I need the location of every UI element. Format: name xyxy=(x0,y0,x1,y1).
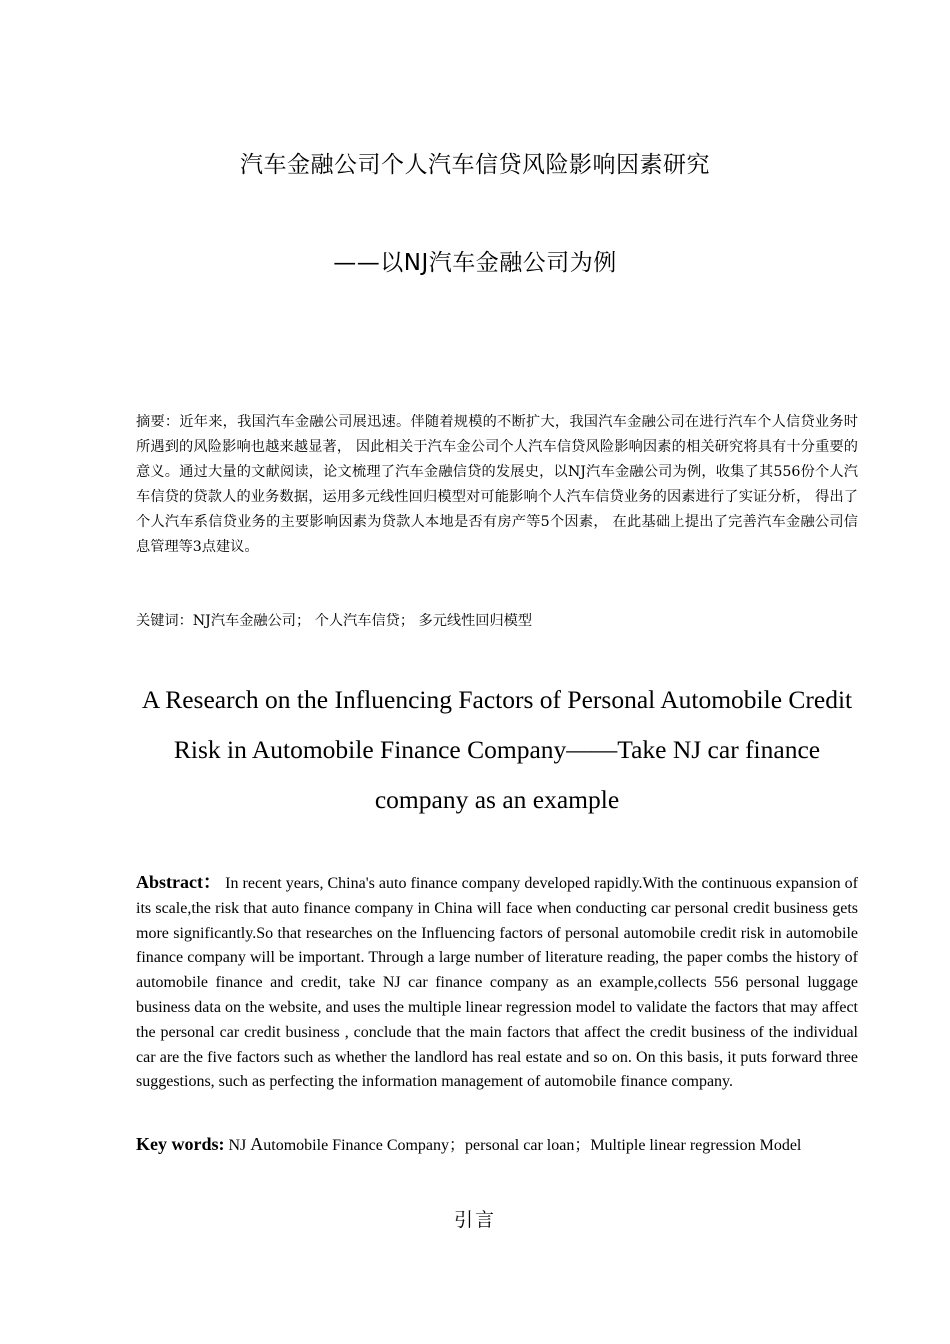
english-keywords xyxy=(136,1131,858,1159)
chinese-abstract xyxy=(136,410,858,560)
english-title: A Research on the Influencing Factors of Personal Automobile Credit Risk in Automobile Finance Company——Take NJ car finance company as an example xyxy=(141,685,853,814)
chinese-keywords-text: NJ汽车金融公司； 个人汽车信贷； 多元线性回归模型 xyxy=(192,613,533,629)
chinese-subtitle: ——以NJ汽车金融公司为例 xyxy=(333,250,617,276)
english-keywords-prefix: NJ xyxy=(228,1137,251,1154)
english-keywords-label: Key words: xyxy=(136,1134,225,1154)
chinese-abstract-text: 近年来，我国汽车金融公司展迅速。伴随着规模的不断扩大，我国汽车金融公司在进行汽车个人信贷业务时所遇到的风险影响也越来越显著， 因此相关于汽车金公司个人汽车信贷风险影响因素的相关研究将具有十分重要的意义。通过大量的文献阅读，论文梳理了汽车金融信贷的发展史，以NJ汽车金融公司为例，收集了其556份个人汽车信贷的贷款人的业务数据，运用多元线性回归模型对可能影响个人汽车信贷业务的因素进行了实证分析， 得出了个人汽车系信贷业务的主要影响因素为贷款人本地是否有房产等5个因素， 在此基础上提出了完善汽车金融公司信息管理等3点建议。 xyxy=(136,414,858,555)
section-heading-introduction: 引言 xyxy=(453,1209,496,1231)
chinese-abstract-label: 摘要： xyxy=(136,414,180,430)
chinese-keywords-label: 关键词： xyxy=(136,613,193,629)
english-keywords-text: utomobile Finance Company；personal car loan；Multiple linear regression Model xyxy=(263,1137,802,1154)
chinese-title: 汽车金融公司个人汽车信贷风险影响因素研究 xyxy=(240,152,710,178)
english-keywords-initial: A xyxy=(250,1134,264,1154)
chinese-keywords xyxy=(136,610,858,632)
english-abstract-label: Abstract： xyxy=(136,872,222,892)
english-abstract-text: In recent years, China's auto finance company developed rapidly.With the continuous expansion of its scale,the risk that auto finance company in China will face when conducting car personal credit business gets more significantly.So that researches on the Influencing factors of personal automobile credit risk in automobile finance company will be important. Through a large number of literature reading, the paper combs the history of automobile finance and credit, take NJ car finance company as an example,collects 556 personal luggage business data on the website, and uses the multiple linear regression model to validate the factors that may affect the personal car credit business , conclude that the main factors that affect the credit business of the individual car are the five factors such as whether the landlord has real estate and so on. On this basis, it puts forward three suggestions, such as perfecting the information management of automobile finance company. xyxy=(136,875,859,1091)
english-abstract xyxy=(136,870,858,1095)
